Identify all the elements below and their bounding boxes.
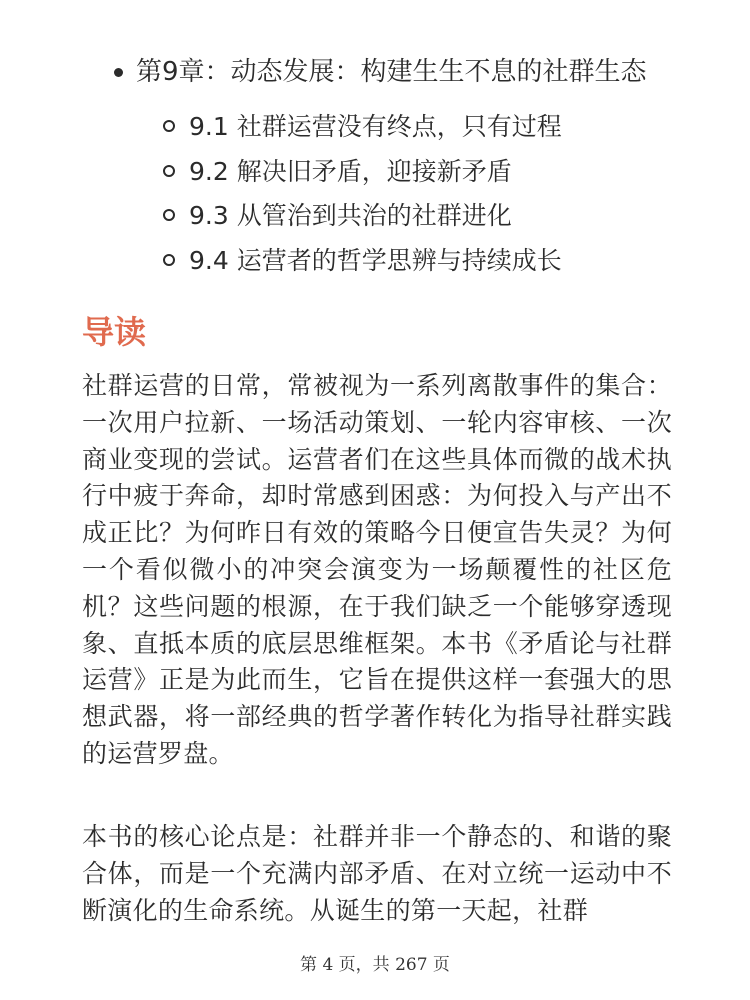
circle-bullet-icon xyxy=(163,254,175,266)
toc-section-item xyxy=(163,155,512,189)
toc-section-label: 9.2 解决旧矛盾，迎接新矛盾 xyxy=(189,157,512,186)
toc-section-label: 9.1 社群运营没有终点，只有过程 xyxy=(189,112,562,141)
page-number-footer: 第 4 页，共 267 页 xyxy=(300,955,450,975)
circle-bullet-icon xyxy=(163,165,175,177)
circle-bullet-icon xyxy=(163,209,175,221)
toc-section-item xyxy=(163,244,562,278)
toc-section-label: 9.4 运营者的哲学思辨与持续成长 xyxy=(189,246,562,275)
body-paragraph: 社群运营的日常，常被视为一系列离散事件的集合：一次用户拉新、一场活动策划、一轮内容审核、一次商业变现的尝试。运营者们在这些具体而微的战术执行中疲于奔命，却时常感到困惑：为何投入与产出不成正比？为何昨日有效的策略今日便宣告失灵？为何一个看似微小的冲突会演变为一场颠覆性的社区危机？这些问题的根源，在于我们缺乏一个能够穿透现象、直抵本质的底层思维框架。本书《矛盾论与社群运营》正是为此而生，它旨在提供这样一套强大的思想武器，将一部经典的哲学著作转化为指导社群实践的运营罗盘。 xyxy=(82,371,672,768)
toc-section-item xyxy=(163,199,512,233)
toc-section-label: 9.3 从管治到共治的社群进化 xyxy=(189,201,512,230)
toc-section-item xyxy=(163,110,562,144)
section-heading: 导读 xyxy=(82,313,147,351)
toc-chapter-title: 第9章：动态发展：构建生生不息的社群生态 xyxy=(136,57,647,87)
circle-bullet-icon xyxy=(163,120,175,132)
body-paragraph: 本书的核心论点是：社群并非一个静态的、和谐的聚合体，而是一个充满内部矛盾、在对立统一运动中不断演化的生命系统。从诞生的第一天起，社群 xyxy=(82,822,672,925)
bullet-dot-icon xyxy=(114,68,123,77)
